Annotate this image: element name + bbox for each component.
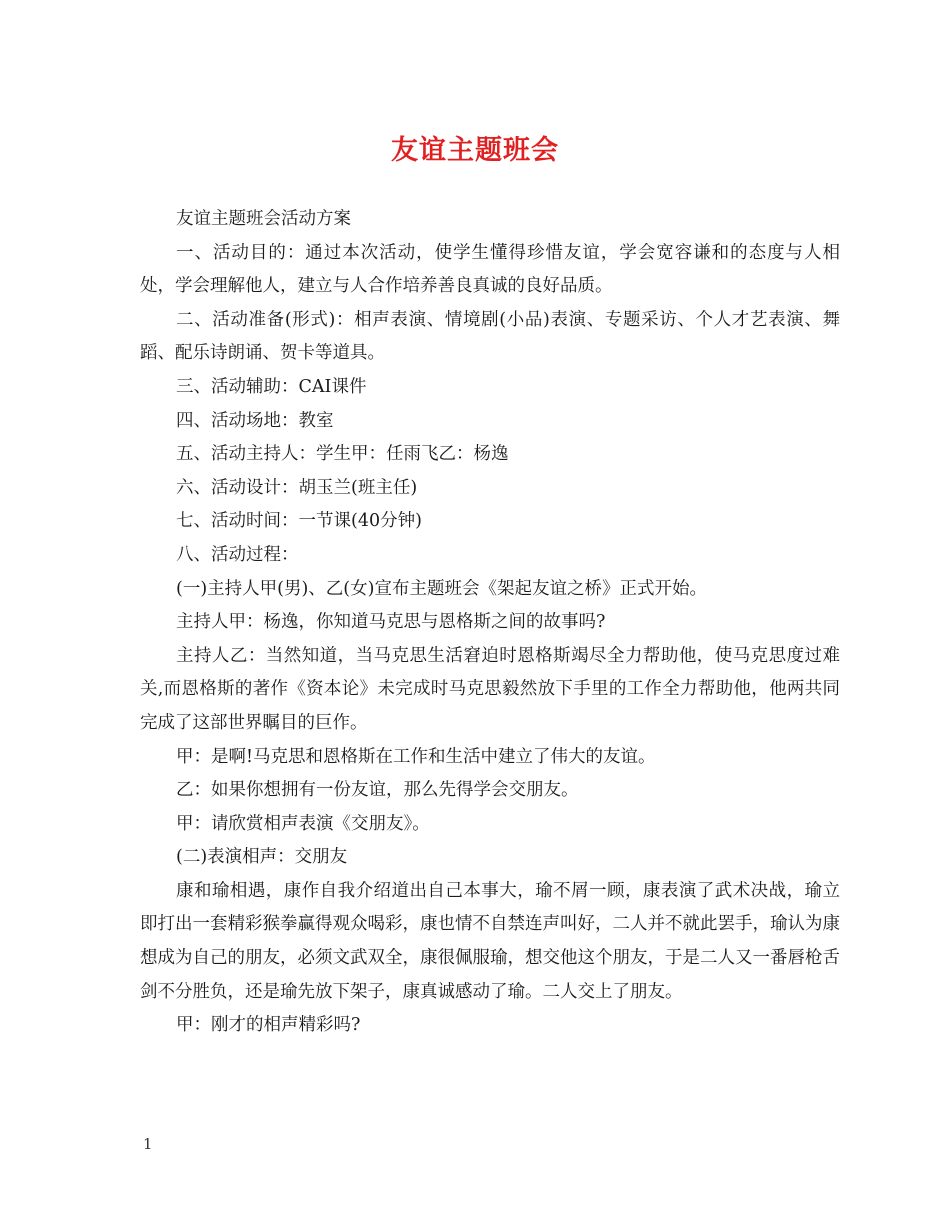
paragraph-crosstalk-heading: (二)表演相声：交朋友 bbox=[176, 847, 348, 868]
paragraph-design: 六、活动设计：胡玉兰(班主任) bbox=[176, 477, 418, 498]
paragraph-opening: (一)主持人甲(男)、乙(女)宣布主题班会《架起友谊之桥》正式开始。 bbox=[176, 578, 707, 599]
paragraph-purpose: 一、活动目的：通过本次活动，使学生懂得珍惜友谊，学会宽容谦和的态度与人相处，学会理解他人，建立与人合作培养善良真诚的良好品质。 bbox=[140, 242, 840, 297]
page-number: 1 bbox=[143, 1135, 153, 1153]
paragraph-dialog-a3: 甲：刚才的相声精彩吗? bbox=[176, 1015, 361, 1036]
paragraph-preparation: 二、活动准备(形式)：相声表演、情境剧(小品)表演、专题采访、个人才艺表演、舞蹈、配乐诗朗诵、贺卡等道具。 bbox=[140, 309, 840, 364]
paragraph-dialog-a1: 甲：是啊!马克思和恩格斯在工作和生活中建立了伟大的友谊。 bbox=[176, 746, 656, 767]
paragraph-crosstalk-story: 康和瑜相遇，康作自我介绍道出自己本事大，瑜不屑一顾，康表演了武术决战，瑜立即打出一套精彩猴拳赢得观众喝彩，康也情不自禁连声叫好，二人并不就此罢手，瑜认为康想成为自己的朋友，必须文武双全，康很佩服瑜，想交他这个朋友，于是二人又一番唇枪舌剑不分胜负，还是瑜先放下架子，康真诚感动了瑜。二人交上了朋友。 bbox=[140, 880, 840, 1002]
paragraph-venue: 四、活动场地：教室 bbox=[176, 410, 334, 431]
paragraph-dialog-a2: 甲：请欣赏相声表演《交朋友》。 bbox=[176, 813, 430, 834]
paragraph-time: 七、活动时间：一节课(40分钟) bbox=[176, 511, 422, 532]
paragraph-host-a-question: 主持人甲：杨逸，你知道马克思与恩格斯之间的故事吗? bbox=[176, 612, 606, 633]
paragraph-process: 八、活动过程： bbox=[176, 544, 299, 565]
paragraph-hosts: 五、活动主持人：学生甲：任雨飞乙：杨逸 bbox=[176, 444, 509, 465]
document-title: 友谊主题班会 bbox=[391, 135, 559, 166]
paragraph-host-b-answer: 主持人乙：当然知道，当马克思生活窘迫时恩格斯竭尽全力帮助他，使马克思度过难关,而恩格斯的著作《资本论》未完成时马克思毅然放下手里的工作全力帮助他，他两共同完成了这部世界瞩目的巨作。 bbox=[140, 645, 840, 733]
paragraph-dialog-b1: 乙：如果你想拥有一份友谊，那么先得学会交朋友。 bbox=[176, 780, 579, 801]
paragraph-aids: 三、活动辅助：CAI课件 bbox=[176, 376, 367, 397]
paragraph-plan-heading: 友谊主题班会活动方案 bbox=[176, 209, 351, 229]
document-body bbox=[140, 203, 840, 1043]
